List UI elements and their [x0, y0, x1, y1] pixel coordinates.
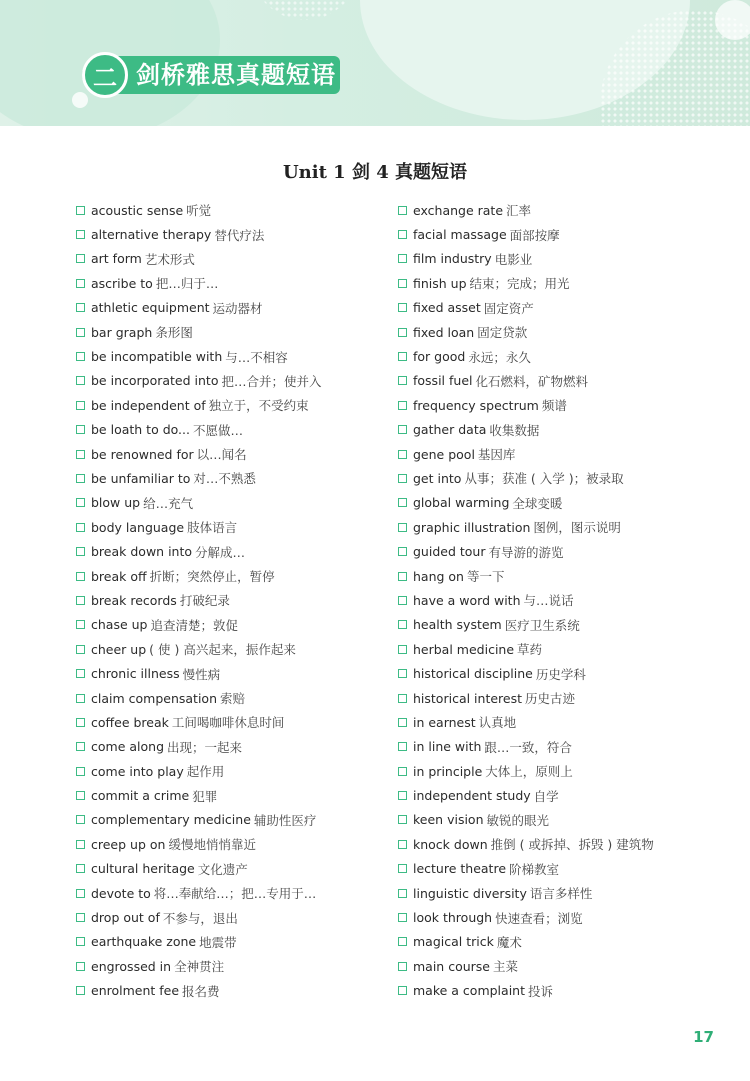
phrase-chinese: 面部按摩: [509, 227, 560, 243]
phrase-chinese: 折断；突然停止，暂停: [149, 569, 275, 585]
phrase-item: [398, 564, 718, 588]
checkbox-icon[interactable]: [76, 474, 85, 483]
checkbox-icon[interactable]: [398, 401, 407, 410]
phrase-item: [76, 759, 376, 783]
phrase-chinese: 推倒 ( 或拆掉、拆毁 ) 建筑物: [490, 837, 654, 853]
phrase-english: for good: [413, 349, 466, 365]
phrase-chinese: 固定贷款: [477, 325, 528, 341]
phrase-item: [398, 515, 718, 539]
checkbox-icon[interactable]: [76, 694, 85, 703]
phrase-chinese: 结束；完成；用光: [469, 276, 570, 292]
phrase-chinese: 历史学科: [535, 666, 586, 682]
checkbox-icon[interactable]: [398, 937, 407, 946]
phrase-item: [398, 588, 718, 612]
phrase-chinese: 以…闻名: [196, 447, 247, 463]
checkbox-icon[interactable]: [76, 328, 85, 337]
checkbox-icon[interactable]: [398, 815, 407, 824]
phrase-chinese: 固定资产: [483, 300, 534, 316]
phrase-english: earthquake zone: [91, 934, 197, 950]
phrase-item: [398, 661, 718, 685]
phrase-english: engrossed in: [91, 958, 172, 974]
phrase-item: [76, 808, 376, 832]
phrase-english: be loath to do...: [91, 422, 190, 438]
checkbox-icon[interactable]: [398, 791, 407, 800]
checkbox-icon[interactable]: [398, 718, 407, 727]
phrase-item: [76, 442, 376, 466]
phrase-item: [76, 247, 376, 271]
phrase-chinese: 快速查看；浏览: [495, 910, 583, 926]
checkbox-icon[interactable]: [76, 718, 85, 727]
phrase-chinese: 基因库: [477, 447, 516, 463]
checkbox-icon[interactable]: [398, 376, 407, 385]
phrase-item: [398, 881, 718, 905]
phrase-english: facial massage: [413, 227, 507, 243]
phrase-item: [398, 905, 718, 929]
phrase-english: guided tour: [413, 544, 486, 560]
phrase-chinese: 化石燃料，矿物燃料: [475, 373, 588, 389]
phrase-english: graphic illustration: [413, 519, 531, 535]
phrase-chinese: 有导游的游览: [488, 544, 564, 560]
phrase-item: [76, 954, 376, 978]
phrase-item: [76, 881, 376, 905]
phrase-english: keen vision: [413, 812, 484, 828]
phrase-english: come into play: [91, 763, 184, 779]
checkbox-icon[interactable]: [398, 645, 407, 654]
phrase-chinese: 永远；永久: [468, 349, 531, 365]
phrase-chinese: 报名费: [182, 983, 220, 999]
phrase-english: commit a crime: [91, 788, 190, 804]
phrase-english: main course: [413, 958, 490, 974]
phrase-english: coffee break: [91, 714, 169, 730]
phrase-item: [76, 393, 376, 417]
checkbox-icon[interactable]: [398, 986, 407, 995]
phrase-chinese: 替代疗法: [214, 227, 265, 243]
phrase-english: herbal medicine: [413, 641, 515, 657]
phrase-chinese: 认真地: [478, 715, 517, 731]
phrase-chinese: 等一下: [466, 569, 505, 585]
checkbox-icon[interactable]: [76, 986, 85, 995]
phrase-chinese: 听觉: [186, 203, 212, 219]
phrase-item: [398, 857, 718, 881]
phrase-chinese: 敏锐的眼光: [486, 812, 550, 828]
checkbox-icon[interactable]: [76, 840, 85, 849]
phrase-english: magical trick: [413, 934, 494, 950]
phrase-item: [398, 296, 718, 320]
phrase-english: gene pool: [413, 446, 475, 462]
phrase-item: [76, 320, 376, 344]
phrase-item: [398, 930, 718, 954]
phrase-chinese: 魔术: [496, 934, 522, 950]
checkbox-icon[interactable]: [398, 864, 407, 873]
phrase-english: cultural heritage: [91, 861, 195, 877]
phrase-chinese: 医疗卫生系统: [504, 617, 580, 633]
phrase-english: body language: [91, 519, 185, 535]
phrase-english: blow up: [91, 495, 141, 511]
phrase-chinese: 收集数据: [489, 422, 540, 438]
phrase-english: frequency spectrum: [413, 397, 539, 413]
phrase-item: [76, 686, 376, 710]
phrase-item: [398, 393, 718, 417]
checkbox-icon[interactable]: [398, 474, 407, 483]
phrase-english: acoustic sense: [91, 202, 184, 218]
phrase-english: break down into: [91, 544, 193, 560]
phrase-chinese: 从事；获准 ( 入学 )；被录取: [464, 471, 624, 487]
phrase-item: [76, 661, 376, 685]
phrase-english: knock down: [413, 836, 488, 852]
page-number: 17: [693, 1028, 714, 1046]
phrase-item: [398, 613, 718, 637]
phrase-list-right: [398, 198, 718, 1003]
phrase-item: [76, 710, 376, 734]
phrase-chinese: 肢体语言: [187, 520, 238, 536]
phrase-english: linguistic diversity: [413, 885, 527, 901]
checkbox-icon[interactable]: [76, 913, 85, 922]
phrase-item: [398, 222, 718, 246]
phrase-item: [76, 222, 376, 246]
phrase-item: [398, 539, 718, 563]
phrase-english: look through: [413, 910, 493, 926]
phrase-item: [398, 954, 718, 978]
checkbox-icon[interactable]: [76, 620, 85, 629]
phrase-english: alternative therapy: [91, 227, 212, 243]
phrase-chinese: 辅助性医疗: [253, 812, 317, 828]
phrase-item: [76, 905, 376, 929]
phrase-item: [398, 491, 718, 515]
checkbox-icon[interactable]: [398, 450, 407, 459]
phrase-chinese: 与…说话: [523, 593, 574, 609]
phrase-item: [398, 198, 718, 222]
phrase-chinese: 慢性病: [182, 666, 221, 682]
phrase-english: be renowned for: [91, 446, 194, 462]
checkbox-icon[interactable]: [398, 962, 407, 971]
phrase-chinese: ( 使 ) 高兴起来，振作起来: [149, 642, 296, 658]
phrase-english: global warming: [413, 495, 510, 511]
phrase-chinese: 运动器材: [212, 300, 263, 316]
checkbox-icon[interactable]: [76, 645, 85, 654]
phrase-item: [398, 759, 718, 783]
phrase-item: [76, 979, 376, 1003]
phrase-english: make a complaint: [413, 983, 525, 999]
phrase-english: hang on: [413, 568, 464, 584]
phrase-chinese: 频谱: [541, 398, 567, 414]
phrase-item: [398, 783, 718, 807]
phrase-english: lecture theatre: [413, 861, 507, 877]
phrase-english: bar graph: [91, 324, 153, 340]
phrase-item: [398, 686, 718, 710]
phrase-chinese: 追查清楚；敦促: [150, 617, 239, 633]
checkbox-icon[interactable]: [76, 523, 85, 532]
phrase-item: [398, 369, 718, 393]
phrase-item: [76, 271, 376, 295]
checkbox-icon[interactable]: [76, 498, 85, 507]
checkbox-icon[interactable]: [76, 425, 85, 434]
phrase-english: cheer up: [91, 641, 147, 657]
phrase-chinese: 与…不相容: [225, 349, 288, 365]
phrase-english: be unfamiliar to: [91, 470, 191, 486]
phrase-chinese: 全球变暖: [512, 495, 563, 511]
phrase-english: gather data: [413, 422, 487, 438]
phrase-item: [76, 783, 376, 807]
phrase-english: drop out of: [91, 910, 160, 926]
checkbox-icon[interactable]: [76, 889, 85, 898]
phrase-item: [398, 344, 718, 368]
checkbox-icon[interactable]: [398, 620, 407, 629]
phrase-english: fixed asset: [413, 300, 481, 316]
checkbox-icon[interactable]: [76, 669, 85, 678]
phrase-chinese: 全神贯注: [174, 959, 225, 975]
phrase-item: [398, 735, 718, 759]
phrase-english: in line with: [413, 739, 482, 755]
phrase-item: [76, 491, 376, 515]
phrase-chinese: 索赔: [220, 691, 246, 706]
phrase-chinese: 起作用: [186, 764, 225, 780]
phrase-item: [76, 344, 376, 368]
unit-title: Unit 1 剑 4 真题短语: [282, 162, 468, 183]
phrase-english: get into: [413, 470, 462, 486]
checkbox-icon[interactable]: [76, 303, 85, 312]
phrase-item: [76, 637, 376, 661]
phrase-item: [76, 418, 376, 442]
section-title: 剑桥雅思真题短语: [136, 61, 336, 89]
phrase-english: athletic equipment: [91, 300, 210, 316]
phrase-english: be independent of: [91, 397, 206, 413]
phrase-chinese: 分解成…: [195, 544, 246, 560]
phrase-english: break off: [91, 568, 147, 584]
phrase-chinese: 跟…一致，符合: [484, 739, 572, 755]
checkbox-icon[interactable]: [76, 767, 85, 776]
checkbox-icon[interactable]: [76, 962, 85, 971]
phrase-chinese: 电影业: [494, 251, 533, 267]
checkbox-icon[interactable]: [76, 401, 85, 410]
phrase-chinese: 自学: [533, 788, 559, 804]
phrase-chinese: 汇率: [506, 203, 532, 219]
checkbox-icon[interactable]: [76, 596, 85, 605]
checkbox-icon[interactable]: [398, 425, 407, 434]
checkbox-icon[interactable]: [398, 352, 407, 361]
phrase-chinese: 把…归于…: [155, 276, 219, 292]
checkbox-icon[interactable]: [398, 230, 407, 239]
checkbox-icon[interactable]: [398, 767, 407, 776]
phrase-chinese: 地震带: [199, 934, 237, 950]
phrase-item: [398, 320, 718, 344]
phrase-item: [76, 369, 376, 393]
phrase-chinese: 独立于，不受约束: [208, 398, 309, 414]
phrase-item: [398, 979, 718, 1003]
phrase-chinese: 艺术形式: [144, 251, 195, 267]
header-band: [0, 0, 750, 126]
phrase-item: [76, 613, 376, 637]
checkbox-icon[interactable]: [76, 352, 85, 361]
phrase-english: chronic illness: [91, 666, 180, 682]
phrase-english: fixed loan: [413, 324, 475, 340]
checkbox-icon[interactable]: [398, 523, 407, 532]
phrase-english: film industry: [413, 251, 492, 267]
checkbox-icon[interactable]: [398, 547, 407, 556]
phrase-english: ascribe to: [91, 275, 153, 291]
phrase-english: be incorporated into: [91, 373, 219, 389]
phrase-english: exchange rate: [413, 202, 504, 218]
checkbox-icon[interactable]: [76, 742, 85, 751]
phrase-item: [76, 296, 376, 320]
phrase-chinese: 大体上，原则上: [485, 764, 573, 780]
phrase-english: complementary medicine: [91, 812, 251, 828]
phrase-english: fossil fuel: [413, 373, 473, 389]
phrase-chinese: 图例，图示说明: [533, 520, 621, 536]
checkbox-icon[interactable]: [398, 572, 407, 581]
phrase-chinese: 犯罪: [192, 788, 218, 804]
phrase-english: in principle: [413, 763, 483, 779]
checkbox-icon[interactable]: [76, 547, 85, 556]
phrase-list-left: [76, 198, 376, 1003]
checkbox-icon[interactable]: [76, 376, 85, 385]
checkbox-icon[interactable]: [398, 596, 407, 605]
phrase-english: chase up: [91, 617, 148, 633]
checkbox-icon[interactable]: [76, 815, 85, 824]
phrase-item: [398, 271, 718, 295]
phrase-english: health system: [413, 617, 502, 633]
phrase-english: break records: [91, 592, 177, 608]
checkbox-icon[interactable]: [76, 279, 85, 288]
phrase-chinese: 打破纪录: [179, 593, 230, 609]
phrase-item: [398, 247, 718, 271]
phrase-chinese: 不愿做…: [192, 422, 243, 438]
checkbox-icon[interactable]: [76, 572, 85, 581]
checkbox-icon[interactable]: [398, 279, 407, 288]
checkbox-icon[interactable]: [398, 328, 407, 337]
checkbox-icon[interactable]: [398, 742, 407, 751]
phrase-item: [76, 930, 376, 954]
checkbox-icon[interactable]: [398, 913, 407, 922]
checkbox-icon[interactable]: [76, 937, 85, 946]
phrase-chinese: 语言多样性: [529, 886, 593, 902]
checkbox-icon[interactable]: [76, 230, 85, 239]
phrase-chinese: 不参与，退出: [162, 910, 238, 926]
phrase-chinese: 主菜: [493, 959, 519, 975]
phrase-item: [398, 418, 718, 442]
phrase-chinese: 草药: [517, 642, 543, 658]
phrase-chinese: 文化遗产: [197, 861, 248, 877]
phrase-english: come along: [91, 739, 164, 755]
phrase-item: [76, 588, 376, 612]
phrase-chinese: 缓慢地悄悄靠近: [168, 837, 256, 853]
phrase-item: [398, 637, 718, 661]
checkbox-icon[interactable]: [76, 254, 85, 263]
phrase-item: [76, 198, 376, 222]
phrase-chinese: 把…合并；使并入: [221, 373, 322, 389]
checkbox-icon[interactable]: [76, 864, 85, 873]
checkbox-icon[interactable]: [398, 694, 407, 703]
phrase-chinese: 历史古迹: [525, 691, 576, 706]
phrase-chinese: 工间喝咖啡休息时间: [171, 715, 285, 731]
phrase-item: [76, 466, 376, 490]
phrase-chinese: 出现；一起来: [167, 739, 243, 755]
phrase-item: [398, 832, 718, 856]
checkbox-icon[interactable]: [398, 498, 407, 507]
phrase-item: [76, 735, 376, 759]
decorative-circle: [72, 92, 88, 108]
phrase-english: enrolment fee: [91, 983, 180, 999]
phrase-item: [76, 515, 376, 539]
phrase-item: [76, 857, 376, 881]
phrase-chinese: 阶梯教室: [509, 861, 560, 877]
phrase-english: in earnest: [413, 714, 476, 730]
phrase-item: [398, 442, 718, 466]
checkbox-icon[interactable]: [76, 450, 85, 459]
phrase-english: finish up: [413, 275, 467, 291]
checkbox-icon[interactable]: [398, 840, 407, 849]
phrase-english: historical discipline: [413, 666, 533, 682]
checkbox-icon[interactable]: [76, 791, 85, 800]
checkbox-icon[interactable]: [398, 206, 407, 215]
phrase-chinese: 投诉: [528, 983, 554, 999]
section-number-badge: 二: [82, 52, 128, 98]
phrase-english: devote to: [91, 885, 151, 901]
phrase-item: [398, 466, 718, 490]
phrase-chinese: 条形图: [155, 325, 193, 341]
phrase-english: have a word with: [413, 592, 521, 608]
checkbox-icon[interactable]: [398, 889, 407, 898]
phrase-english: historical interest: [413, 690, 523, 706]
phrase-item: [398, 710, 718, 734]
phrase-item: [76, 539, 376, 563]
phrase-item: [76, 832, 376, 856]
phrase-english: be incompatible with: [91, 349, 223, 365]
decorative-dot-pattern: [250, 0, 360, 20]
phrase-item: [76, 564, 376, 588]
phrase-english: claim compensation: [91, 690, 217, 706]
phrase-english: creep up on: [91, 836, 166, 852]
phrase-english: independent study: [413, 788, 531, 804]
phrase-chinese: 将…奉献给…；把…专用于…: [153, 886, 317, 902]
phrase-chinese: 给…充气: [143, 495, 194, 511]
phrase-english: art form: [91, 251, 142, 267]
checkbox-icon[interactable]: [398, 254, 407, 263]
checkbox-icon[interactable]: [398, 669, 407, 678]
phrase-chinese: 对…不熟悉: [193, 471, 256, 487]
phrase-item: [398, 808, 718, 832]
checkbox-icon[interactable]: [398, 303, 407, 312]
decorative-circle: [715, 0, 750, 40]
checkbox-icon[interactable]: [76, 206, 85, 215]
